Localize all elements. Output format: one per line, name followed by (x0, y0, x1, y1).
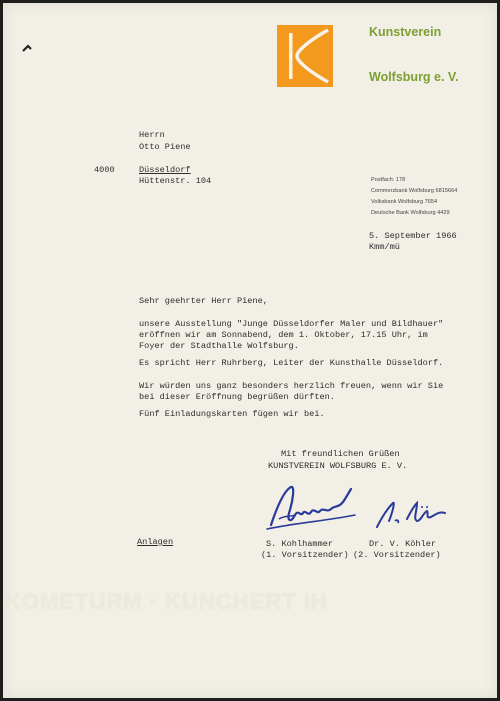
greeting: Sehr geehrter Herr Piene, (139, 296, 268, 306)
closing-org: KUNSTVEREIN WOLFSBURG E. V. (268, 461, 408, 471)
body-line: Fünf Einladungskarten fügen wir bei. (139, 409, 325, 419)
recipient-street: Hüttenstr. 104 (139, 176, 212, 186)
letter-page (3, 3, 497, 698)
bank-info (371, 175, 457, 219)
recipient-city: Düsseldorf (139, 165, 191, 175)
bank-info-line: Commerzbank Wolfsburg 6815664 (371, 188, 458, 194)
signatory-2-role: (2. Vorsitzender) (353, 550, 441, 560)
recipient-salutation: Herrn (139, 130, 165, 140)
bank-info-line: Deutsche Bank Wolfsburg 4429 (371, 210, 450, 216)
enclosure-label: Anlagen (137, 537, 174, 547)
bank-info-line: Volksbank Wolfsburg 7654 (371, 199, 438, 205)
closing-line: Mit freundlichen Grüßen (281, 449, 400, 459)
recipient-name: Otto Piene (139, 142, 191, 152)
kunstverein-logo (277, 25, 333, 87)
signatory-1-role: (1. Vorsitzender) (261, 550, 349, 560)
signature-koehler (373, 499, 453, 531)
signatory-1-name: S. Kohlhammer (266, 539, 334, 549)
letter-date: 5. September 1966 (369, 231, 457, 241)
body-line: unsere Ausstellung "Junge Düsseldorfer Maler und Bildhauer" (139, 319, 444, 329)
recipient-postcode: 4000 (94, 165, 115, 175)
org-name-line2: Wolfsburg e. V. (369, 70, 459, 84)
bank-info-line: Postfach: 178 (371, 177, 406, 183)
org-name-line1: Kunstverein (369, 25, 442, 39)
reference-code: Kmm/mü (369, 242, 400, 252)
punch-mark (21, 43, 35, 55)
signatory-2-name: Dr. V. Köhler (369, 539, 437, 549)
body-line: Foyer der Stadthalle Wolfsburg. (139, 341, 299, 351)
footer-watermark: KOMETURM · KUNCHERT IH (5, 589, 328, 614)
signature-kohlhammer (265, 479, 359, 535)
body-line: Es spricht Herr Ruhrberg, Leiter der Kunsthalle Düsseldorf. (139, 358, 444, 368)
body-line: eröffnen wir am Sonnabend, dem 1. Oktober, 17.15 Uhr, im (139, 330, 428, 340)
body-line: Wir würden uns ganz besonders herzlich freuen, wenn wir Sie (139, 381, 444, 391)
body-line: bei dieser Eröffnung begrüßen dürften. (139, 392, 335, 402)
